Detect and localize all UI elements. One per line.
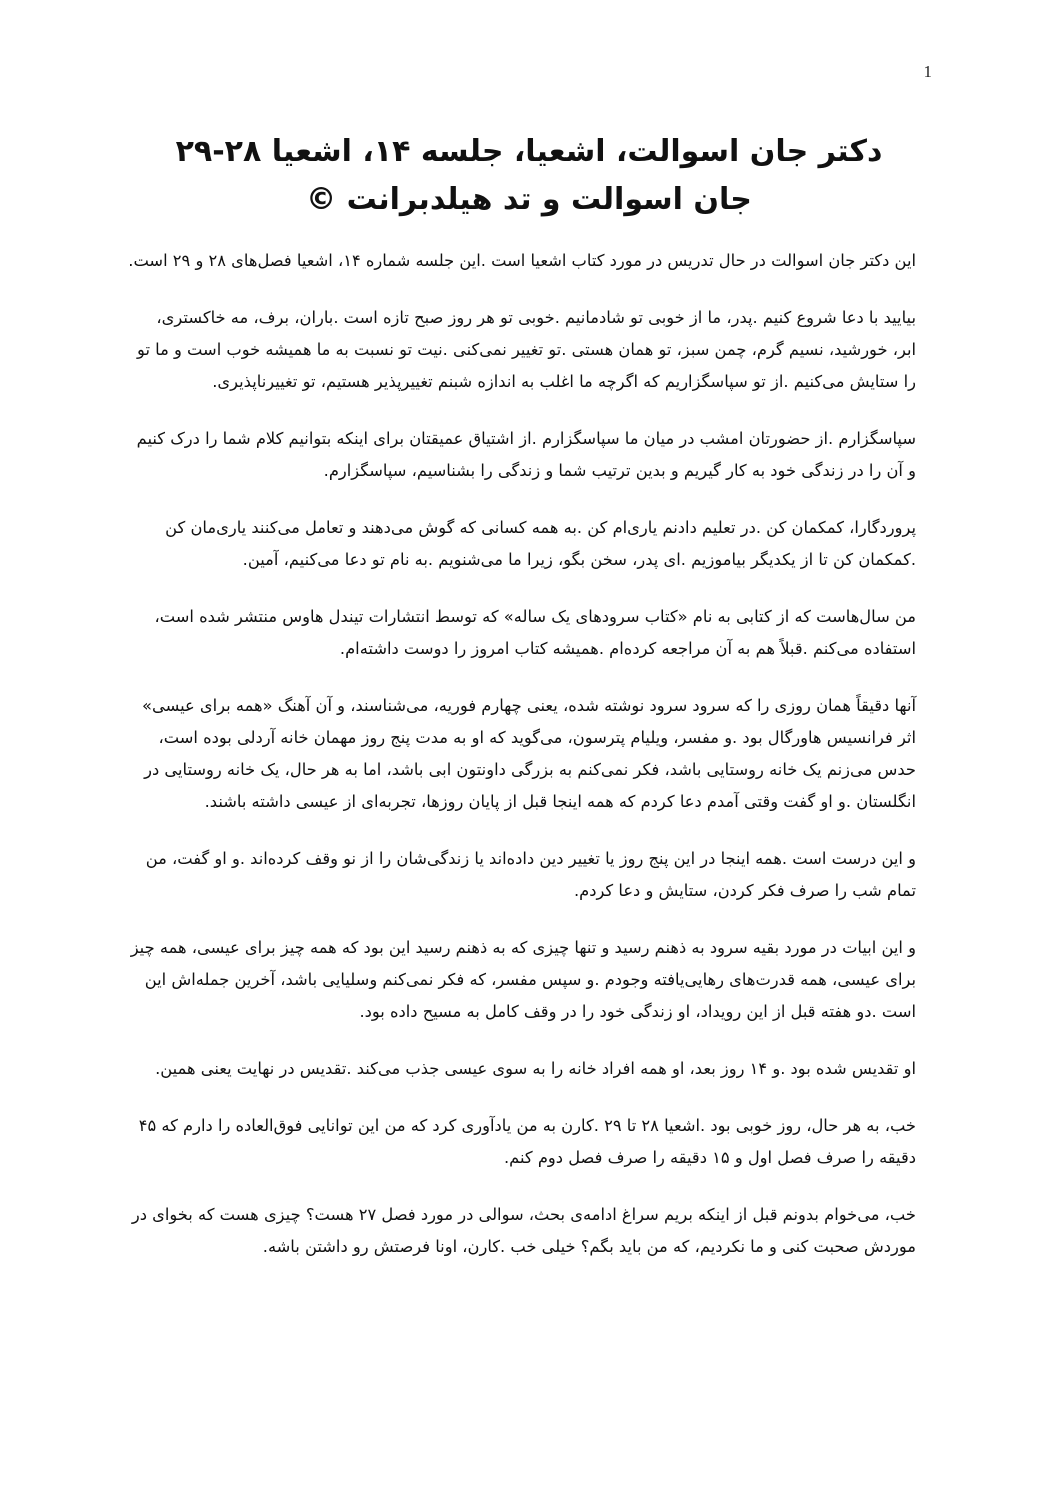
document-body (128, 245, 916, 1288)
page-number: 1 (923, 62, 932, 81)
paragraph: خب، می‌خوام بدونم قبل از اینکه بریم سراغ ادامه‌ی بحث، سوالی در مورد فصل ۲۷ هست؟ چیزی هست که بخوای در موردش صحبت کنی و ما نکردیم، که من باید بگم؟ خیلی خب .کارن، اونا فرصتش رو داشتن باشه. (131, 1205, 916, 1256)
paragraph: این دکتر جان اسوالت در حال تدریس در مورد کتاب اشعیا است .این جلسه شماره ۱۴، اشعیا فصل‌های ۲۸ و ۲۹ است. (128, 251, 916, 270)
title-line-2: جان اسوالت و تد هیلدبرانت © (306, 182, 752, 217)
paragraph: خب، به هر حال، روز خوبی بود .اشعیا ۲۸ تا ۲۹ .کارن به من یادآوری کرد که من این توانایی فوق‌العاده را دارم که ۴۵ دقیقه را صرف فصل اول و ۱۵ دقیقه را صرف فصل دوم کنم. (138, 1116, 916, 1167)
paragraph: من سال‌هاست که از کتابی به نام «کتاب سرودهای یک ساله» که توسط انتشارات تیندل هاوس منتشر شده است، استفاده می‌کنم .قبلاً هم به آن مراجعه کرده‌ام .همیشه کتاب امروز را دوست داشته‌ام. (154, 607, 916, 658)
paragraph: او تقدیس شده بود .و ۱۴ روز بعد، او همه افراد خانه را به سوی عیسی جذب می‌کند .تقدیس در نهایت یعنی همین. (155, 1059, 916, 1078)
document-title (140, 128, 918, 224)
paragraph: و این درست است .همه اینجا در این پنج روز یا تغییر دین داده‌اند یا زندگی‌شان را از نو وقف کرده‌اند .و او گفت، من تمام شب را صرف فکر کردن، ستایش و دعا کردم. (145, 849, 916, 900)
paragraph: بیایید با دعا شروع کنیم .پدر، ما از خوبی تو شادمانیم .خوبی تو هر روز صبح تازه است .باران، برف، مه خاکستری، ابر، خورشید، نسیم گرم، چمن سبز، تو همان هستی .تو تغییر نمی‌کنی .نیت تو نسبت به ما همیشه خوب است و ما تو را ستایش می‌کنیم .از تو سپاسگزاریم که اگرچه ما اغلب به اندازه شبنم تغییرپذیر هستیم، تو تغییرناپذیری. (137, 308, 916, 391)
paragraph: آنها دقیقاً همان روزی را که سرود سرود نوشته شده، یعنی چهارم فوریه، می‌شناسند، و آن آهنگ «همه برای عیسی» اثر فرانسیس هاورگال بود .و مفسر، ویلیام پترسون، می‌گوید که او به مدت پنج روز مهمان خانه آردلی بوده است، حدس می‌زنم یک خانه روستایی باشد، فکر نمی‌کنم به بزرگی داونتون ابی باشد، اما به هر حال، یک خانه روستایی در انگلستان .و او گفت وقتی آمدم دعا کردم که همه اینجا قبل از پایان روزها، تجربه‌ای از عیسی داشته باشند. (142, 696, 916, 811)
paragraph: پروردگارا، کمکمان کن .در تعلیم دادنم یاری‌ام کن .به همه کسانی که گوش می‌دهند و تعامل می‌کنند یاری‌مان کن .کمکمان کن تا از یکدیگر بیاموزیم .ای پدر، سخن بگو، زیرا ما می‌شنویم .به نام تو دعا می‌کنیم، آمین. (165, 518, 916, 569)
title-line-1: دکتر جان اسوالت، اشعیا، جلسه ۱۴، اشعیا ۲۸-۲۹ (175, 134, 883, 169)
paragraph: و این ابیات در مورد بقیه سرود به ذهنم رسید و تنها چیزی که به ذهنم رسید این بود که همه چیز برای عیسی، همه چیز برای عیسی، همه قدرت‌های رهایی‌یافته وجودم .و سپس مفسر، که فکر نمی‌کنم وسلیایی باشد، آخرین جمله‌اش این است .دو هفته قبل از این رویداد، او زندگی خود را در وقف کامل به مسیح داده بود. (130, 938, 916, 1021)
paragraph: سپاسگزارم .از حضورتان امشب در میان ما سپاسگزارم .از اشتیاق عمیقتان برای اینکه بتوانیم کلام شما را درک کنیم و آن را در زندگی خود به کار گیریم و بدین ترتیب شما و زندگی را بشناسیم، سپاسگزارم. (136, 429, 916, 480)
